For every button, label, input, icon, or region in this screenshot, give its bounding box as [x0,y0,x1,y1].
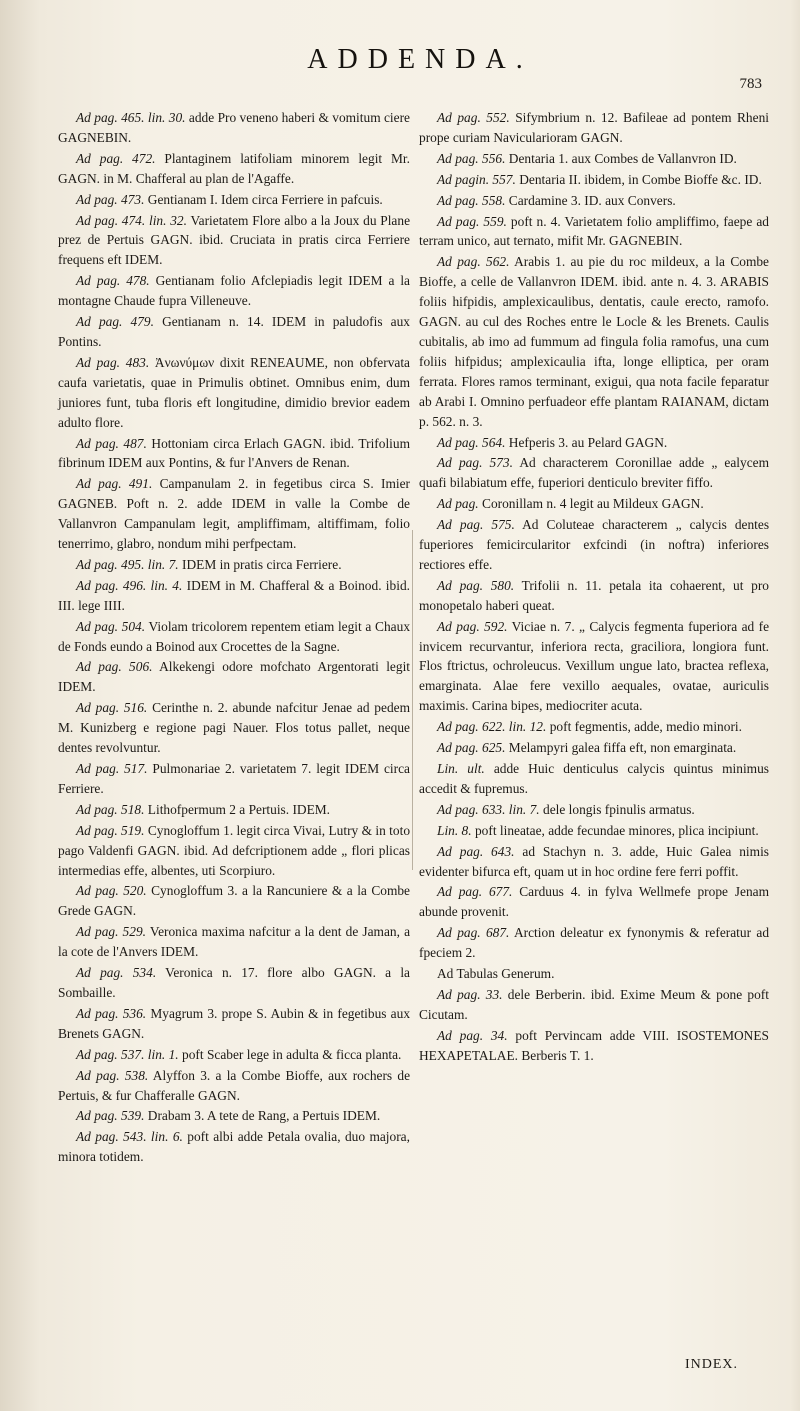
entry-reference: Ad pag. 575. [437,517,515,533]
entry-text: Cardamine 3. ID. aux Convers. [508,192,676,208]
entry-text: poft Pervincam adde VIII. ISOSTEMONES HEXAPETALAE. Berberis T. 1. [419,1027,769,1063]
entry-text: IDEM in pratis circa Ferriere. [182,556,342,572]
addendum-entry [419,191,769,211]
entry-reference: Ad pag. 483. [76,354,150,370]
addendum-entry [58,800,410,820]
entry-text: dele longis fpinulis armatus. [543,801,695,817]
entry-text: Arabis 1. au pie du roc mildeux, a la Combe Bioffe, a celle de Vallanvron IDEM. ibid. ante n. 4. 3. ARABIS foliis hifpidis, amplexicaulibus, dentatis, caule erecto, ramofo. GAGN. au cul des Roches entre le Locle & les Brenets. Caulis cubitalis, ab imo ad fummum ad fingula folia ramofus, una cum foliis hifpidus; amplexicaulia ifta, longe elliptica, per oram ferrata. Flores ramos terminant, exigui, qua nota facile feparatur ab Arabi I. Omnino perfuadeor effe plantam RAIANAM, dictam p. 562. n. 3. [419,254,770,429]
entry-reference: Ad pag. 34. [437,1027,508,1043]
entry-text: Ad Coluteae characterem „ calycis dentes fuperiores femicircularitor exfcindi (in noftra) inferiores rectiores effe. [419,517,770,572]
addendum-entry [58,759,410,799]
entry-text: Coronillam n. 4 legit au Mildeux GAGN. [482,496,704,512]
addendum-entry [58,271,410,311]
entry-reference: Ad pag. 552. [437,110,510,125]
addendum-entry [419,738,769,758]
addendum-entry [58,149,410,189]
entry-reference: Ad pag. 529. [76,924,146,940]
entry-reference: Ad pag. 506. [76,659,153,675]
entry-reference: Ad pag. 465. lin. 30. [76,110,186,125]
entry-text: poft albi adde Petala ovalia, duo majora, minora totidem. [58,1129,410,1165]
entry-text: Cynogloffum 3. a la Rancuniere & a la Combe Grede GAGN. [58,883,410,919]
entry-text: Ἀνωνύμων dixit RENEAUME, non obfervata caufa varietatis, quae in Primulis obtinet. Omnibus enim, dum juniores funt, tuba floris eft longitudine, dimidio brevior eadem adulto flore. [58,354,411,430]
entry-text: Carduus 4. in fylva Wellmefe prope Jenam abunde provenit. [419,884,770,920]
entry-text: Plantaginem latifoliam minorem legit Mr. GAGN. in M. Chafferal au plan de l'Agaffe. [58,150,410,186]
addendum-entry [419,617,769,717]
entry-text: Dentaria 1. aux Combes de Vallanvron ID. [508,150,737,166]
column-divider [412,530,413,870]
addendum-entry [58,353,410,433]
entry-reference: Ad pag. 633. lin. 7. [437,801,540,817]
entry-text: Cerinthe n. 2. abunde nafcitur Jenae ad pedem M. Kunizberg e regione pagi Nauer. Flos totus pallet, neque dentes revolvuntur. [58,700,410,756]
entry-reference: Ad pag. 33. [437,986,503,1002]
entry-reference: Ad pag. 473. [76,191,145,207]
addendum-entry [58,108,410,148]
entry-text: Cynogloffum 1. legit circa Vivai, Lutry & in toto pago Valdenfi GAGN. ibid. Ad defcriptionem adde „ flori plicas intermedias effe, albentes, uti Scorpiuro. [58,822,411,878]
entry-text: Pulmonariae 2. varietatem 7. legit IDEM circa Ferriere. [58,761,410,796]
addendum-entry [419,576,769,616]
entry-text: poft lineatae, adde fecundae minores, plica incipiunt. [474,822,759,838]
addendum-entry [58,1045,410,1065]
catchword: INDEX. [684,1357,738,1372]
addendum-entry [419,149,769,169]
addendum-entry [419,212,769,252]
addendum-entry [419,923,769,963]
entry-text: Viciae n. 7. „ Calycis fegmenta fuperiora ad fe invicem recurvantur, inferiora recta, graciliora, longiora funt. Flos ftrictus, ochroleucus. Vexillum ungue lato, bractea reflexa, emarginata. Alae fere vexillo aequales, ovatae, auriculis maximis. Carina bipes, mediocriter acuta. [419,618,770,714]
entry-reference: Ad pag. 519. [76,822,145,838]
entry-text: Lithofpermum 2 a Pertuis. IDEM. [147,801,331,817]
entry-reference: Ad pag. 487. [76,435,147,451]
entry-reference: Ad pag. 543. lin. 6. [76,1129,183,1145]
entry-reference: Ad pag. 517. [76,761,148,776]
entry-reference: Ad pag. 538. [76,1067,149,1083]
entry-reference: Ad pag. 580. [437,577,515,593]
addendum-entry [58,963,410,1003]
entry-reference: Ad pag. 520. [76,883,147,899]
addendum-entry [58,1106,410,1126]
entry-text: Gentianam folio Afclepiadis legit IDEM a la montagne Chaude fupra Villeneuve. [58,273,411,309]
entry-text: Dentaria II. ibidem, in Combe Bioffe &c. ID. [519,171,762,187]
entry-reference: Ad pag. 534. [76,965,157,981]
page-number: 783 [739,76,762,92]
entry-text: poft n. 4. Varietatem folio ampliffimo, faepe ad terram unico, aut ternato, mifit Mr. GAGNEBIN. [419,213,769,249]
entry-text: dele Berberin. ibid. Exime Meum & pone poft Cicutam. [419,986,769,1022]
entry-text: Arction deleatur ex fynonymis & referatur ad fpeciem 2. [419,925,770,961]
entry-text: poft Scaber lege in adulta & ficca planta. [182,1046,402,1062]
addendum-entry [58,922,410,962]
addendum-entry [58,576,410,616]
addendum-entry [58,474,410,554]
entry-reference: Ad pag. 592. [437,618,508,634]
page-header [0,44,800,92]
addendum-entry [419,494,769,514]
entry-text: IDEM in M. Chafferal & a Boinod. ibid. III. lege IIII. [58,577,410,613]
addendum-entry [419,453,769,493]
entry-reference: Ad pagin. 557. [437,171,516,187]
entry-text: Veronica maxima nafcitur a la dent de Jaman, a la cote de l'Anvers IDEM. [58,924,411,960]
addendum-entry [58,617,410,657]
entry-reference: Ad pag. 573. [437,455,513,471]
right-column [419,108,769,1067]
entry-reference: Ad pag. 479. [76,314,154,330]
addendum-entry [419,985,769,1025]
entry-reference: Ad pag. 491. [76,476,153,492]
entry-reference: Ad pag. 495. lin. 7. [76,556,179,572]
entry-reference: Ad pag. 643. [437,843,515,859]
entry-reference: Ad pag. 478. [76,273,150,289]
entry-text: Trifolii n. 11. petala ita cohaerent, ut pro monopetalo haberi queat. [419,577,769,613]
entry-reference: Ad pag. 518. [76,801,145,817]
addendum-entry [58,434,410,474]
addendum-entry [58,1004,410,1044]
entry-reference: Ad pag. 504. [76,618,146,634]
left-column [58,108,410,1168]
entry-text: Gentianam n. 14. IDEM in paludofis aux Pontins. [58,314,410,349]
entry-reference: Ad pag. 677. [437,884,513,900]
entry-reference: Ad pag. 559. [437,213,507,229]
addendum-entry [419,964,769,984]
entry-reference: Ad pag. 472. [76,150,156,166]
entry-reference: Lin. 8. [437,822,472,838]
entry-reference: Ad pag. 536. [76,1005,147,1021]
addendum-entry [419,433,769,453]
addendum-entry [419,252,769,431]
addendum-entry [419,717,769,737]
addendum-entry [58,312,410,352]
entry-text: Myagrum 3. prope S. Aubin & in fegetibus aux Brenets GAGN. [58,1005,411,1041]
entry-reference: Lin. ult. [437,761,485,776]
entry-text: adde Huic denticulus calycis quintus minimus accedit & fupremus. [419,761,769,796]
addendum-entry [419,882,769,922]
entry-reference: Ad pag. 496. lin. 4. [76,577,183,593]
addendum-entry [419,515,769,575]
entry-text: Alyffon 3. a la Combe Bioffe, aux rochers de Pertuis, & fur Chafferalle GAGN. [58,1067,411,1103]
entry-text: Drabam 3. A tete de Rang, a Pertuis IDEM. [147,1108,381,1124]
entry-text: poft fegmentis, adde, medio minori. [549,719,742,735]
entry-text: Ad characterem Coronillae adde „ ealycem quafi bilabiatum effe, fuperiori denticulo breviter fiffo. [419,455,770,491]
entry-text: ad Stachyn n. 3. adde, Huic Galea nimis evidenter bifurca eft, quam ut in hoc ordine fere ferri poffit. [419,843,769,879]
addendum-entry [58,698,410,758]
entry-reference: Ad pag. [437,496,479,512]
entry-text: Violam tricolorem repentem etiam legit a Chaux de Fonds eundo a Boinod aux Crocettes de la Sagne. [58,618,411,654]
addendum-entry [419,821,769,841]
entry-reference: Ad pag. 622. lin. 12. [437,719,547,735]
entry-text: adde Pro veneno haberi & vomitum ciere GAGNEBIN. [58,110,411,145]
addendum-entry [58,555,410,575]
entry-reference: Ad pag. 562. [437,254,510,270]
addendum-entry [419,1026,769,1066]
addendum-entry [58,657,410,697]
addendum-entry [58,1066,410,1106]
entry-text: Hefperis 3. au Pelard GAGN. [508,434,668,450]
entry-reference: Ad pag. 556. [437,150,506,166]
addendum-entry [58,1127,410,1167]
entry-reference: Ad pag. 687. [437,925,510,941]
entry-text: Hottoniam circa Erlach GAGN. ibid. Trifolium fibrinum IDEM aux Pontins, & fur l'Anvers de Renan. [58,435,410,471]
entry-reference: Ad pag. 625. [437,740,506,756]
addendum-entry [419,108,769,148]
entry-text: Campanulam 2. in fegetibus circa S. Imier GAGNEB. Poft n. 2. adde IDEM in valle la Combe de Vallanvron Campanulam legit, ampliffimam, altiffimam, folio tenerrimo, glabro, nondum mihi perfpectam. [58,476,410,552]
addendum-entry [58,211,410,271]
entry-text: Ad Tabulas Generum. [437,966,555,982]
addendum-entry [58,190,410,210]
entry-text: Melampyri galea fiffa eft, non emarginata. [508,740,737,756]
entry-reference: Ad pag. 539. [76,1108,145,1124]
entry-text: Alkekengi odore mofchato Argentorati legit IDEM. [58,659,411,695]
entry-text: Veronica n. 17. flore albo GAGN. a la Sombaille. [58,965,410,1000]
entry-reference: Ad pag. 516. [76,700,148,716]
running-title: ADDENDA. [307,44,533,75]
entry-text: Varietatem Flore albo a la Joux du Plane prez de Pertuis GAGN. ibid. Cruciata in pratis circa Ferriere frequens eft IDEM. [58,212,411,268]
entry-reference: Ad pag. 474. lin. 32. [76,212,187,228]
entry-reference: Ad pag. 558. [437,192,506,208]
entry-reference: Ad pag. 564. [437,434,506,450]
addendum-entry [58,881,410,921]
addendum-entry [419,170,769,190]
entry-text: Gentianam I. Idem circa Ferriere in pafcuis. [147,191,383,207]
addendum-entry [419,759,769,799]
addendum-entry [419,842,769,882]
addendum-entry [58,821,410,881]
entry-text: Sifymbrium n. 12. Bafileae ad pontem Rheni prope curiam Navicularioram GAGN. [419,110,769,145]
entry-reference: Ad pag. 537. lin. 1. [76,1046,179,1062]
addendum-entry [419,800,769,820]
